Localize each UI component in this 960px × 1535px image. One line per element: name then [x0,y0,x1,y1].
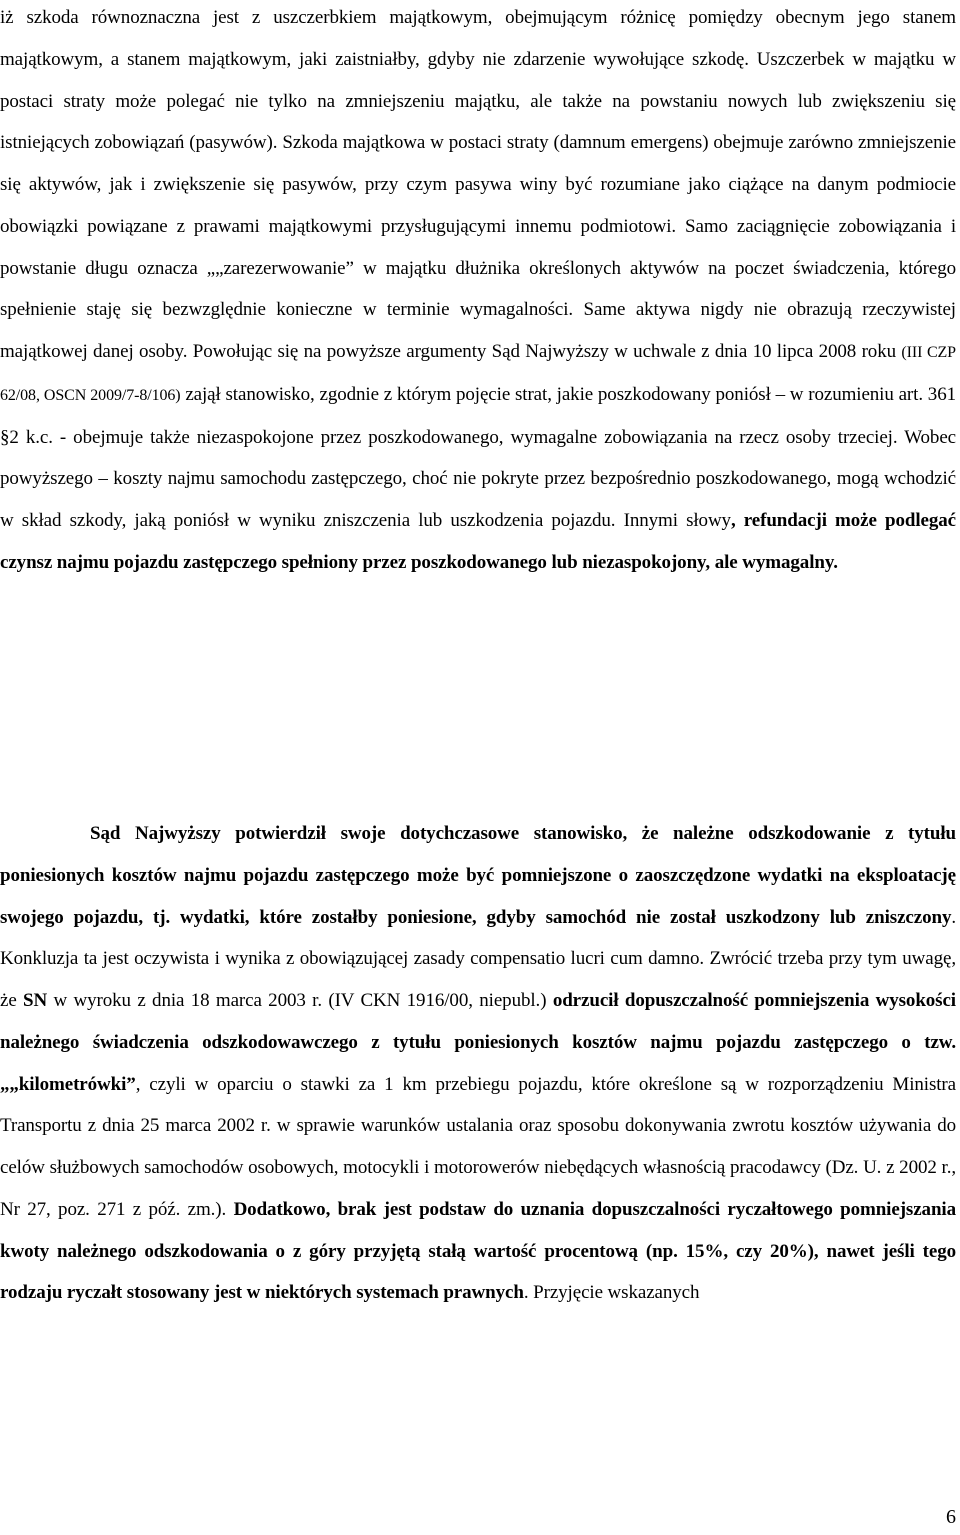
text-run: . Konkluzja ta jest oczywista i wynika z obowiązującej zasady compensatio lucri cum damno. Zwrócić trzeba przy tym uwagę, że [0,906,956,1011]
text-run: , czyli w oparciu o stawki za 1 km przebiegu pojazdu, które określone są w rozporządzeniu Ministra Transportu z dnia 25 marca 2002 r. w sprawie warunków ustalania oraz sposobu dokonywania zwrotu kosztów używania do celów służbowych samochodów osobowych, motocykli i motorowerów niebędących własnością pracodawcy (Dz. U. z 2002 r., Nr 27, poz. 271 z póź. zm.). [0,1073,956,1220]
case-reference: (III CZP 62/08, OSCN 2009/7-8/106) [0,344,956,404]
text-run: w wyroku z dnia 18 marca 2003 r. (IV CKN 1916/00, niepubl.) [47,990,553,1011]
text-run: . Przyjęcie wskazanych [523,1282,700,1304]
bold-statement: odrzucił dopuszczalność pomniejszenia wysokości należnego świadczenia odszkodowawczego z tytułu poniesionych kosztów najmu pojazdu zastępczego o tzw. „„kilometrówki” [0,990,956,1095]
paragraph-damage-definition [0,0,956,584]
bold-statement: Sąd Najwyższy potwierdził swoje dotychczasowe stanowisko, że należne odszkodowanie z tytułu poniesionych kosztów najmu pojazdu zastępczego może być pomniejszone o zaoszczędzone wydatki na eksploatację swojego pojazdu, tj. wydatki, które zostałby poniesione, gdyby samochód nie został uszkodzony lub zniszczony [0,823,956,928]
bold-court-abbreviation: SN [23,990,48,1011]
text-run: zajął stanowisko, zgodnie z którym pojęcie strat, jakie poszkodowany poniósł – w rozumieniu art. 361 §2 k.c. - obejmuje także niezaspokojone przez poszkodowanego, wymagalne zobowiązania na rzecz osoby trzeciej. Wobec powyższego – koszty najmu samochodu zastępczego, choć nie pokryte przez bezpośrednio poszkodowanego, mogą wchodzić w skład szkody, jaką poniósł w wyniku zniszczenia lub uszkodzenia pojazdu. Innymi słowy [0,383,956,531]
text-run: iż szkoda równoznaczna jest z uszczerbkiem majątkowym, obejmującym różnicę pomiędzy obecnym jego stanem majątkowym, a stanem majątkowym, jaki zaistniałby, gdyby nie zdarzenie wywołujące szkodę. Uszczerbek w majątku w postaci straty może polegać nie tylko na zmniejszeniu majątku, ale także na powstaniu nowych lub zwiększeniu się istniejących zobowiązań (pasywów). Szkoda majątkowa w postaci straty (damnum emergens) obejmuje zarówno zmniejszenie się aktywów, jak i zwiększenie się pasywów, przy czym pasywa winy być rozumiane jako ciążące na danym podmiocie obowiązki powiązane z prawami majątkowymi przysługującymi innemu podmiotowi. Samo zaciągnięcie zobowiązania i powstanie długu oznacza „„zarezerwowanie” w majątku dłużnika określonych aktywów na poczet świadczenia, którego spełnienie staję się bezwzględnie konieczne w terminie wymagalności. Same aktywa nigdy nie obrazują rzeczywistej majątkowej danej osoby. Powołując się na powyższe argumenty Sąd Najwyższy w uchwale z dnia 10 lipca 2008 roku [0,7,956,362]
bold-conclusion: , refundacji może podlegać czynsz najmu pojazdu zastępczego spełniony przez poszkodowanego lub niezaspokojony, ale wymagalny. [0,510,956,573]
page-number: 6 [946,1506,956,1528]
bold-statement: Dodatkowo, brak jest podstaw do uznania dopuszczalności ryczałtowego pomniejszania kwoty należnego odszkodowania o z góry przyjętą stałą wartość procentową (np. 15%, czy 20%), nawet jeśli tego rodzaju ryczałt stosowany jest w niektórych systemach prawnych [0,1198,956,1304]
paragraph-supreme-court-position [0,813,956,1314]
